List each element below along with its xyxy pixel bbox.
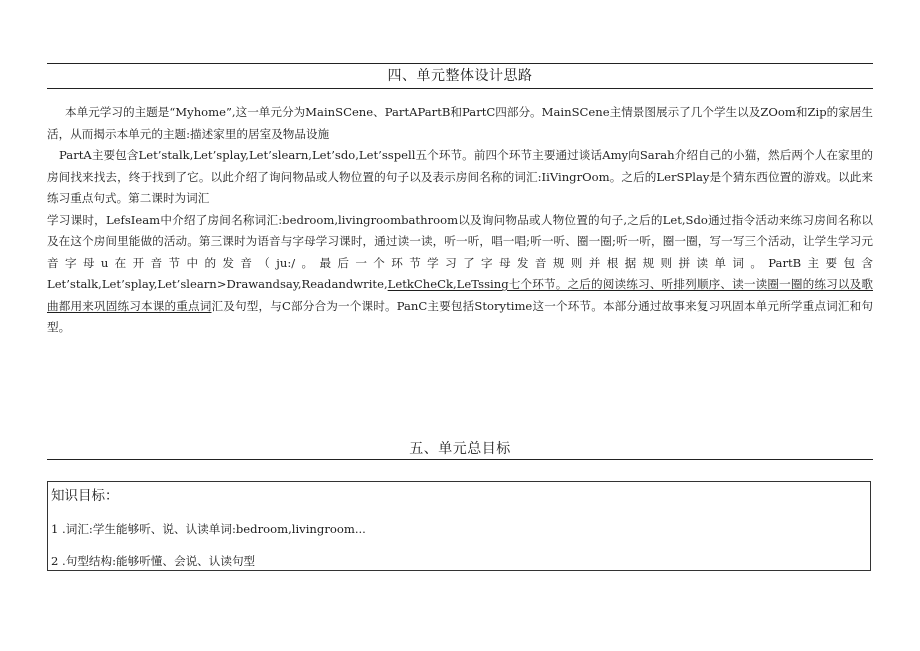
goals-table <box>47 481 871 571</box>
section-rule-bottom <box>47 88 873 89</box>
section-five-title: 五、单元总目标 <box>409 441 511 457</box>
paragraph-part-b <box>47 210 873 339</box>
paragraph-part-b-text: 学习课时，LefsIeam中介绍了房间名称词汇:bedroom,livingroombathroom以及询问物品或人物位置的句子,之后的Let,Sdo通过指令活动来练习房间名称以及在这个房间里能做的活动。第三课时为语音与字母学习课时，通过读一读，听一听，唱一唱;听一听、圈一圈;听一听，圈一圈，写一写三个活动，让学生学习元音字母u在开音节中的发音（ju:/。最后一个环节学习了字母发音规则并根据规则拼读单词。PartB主要包含Let’stalk,Let’splay,Let’slearn>Drawandsay,Readandwrite, <box>47 212 873 291</box>
paragraph-part-b-tail: 汇及句型，与C部分合为一个课时。PanC主要包括Storytime这一个环节。本部分通过故事来复习巩固本单元所学重点词汇和句型。 <box>47 298 873 334</box>
paragraph-part-b-underlined: LetkCheCk,LeTssing七个环节。之后的阅读练习、听排列顺序、读一读圈一圈的练习以及歌曲都用来巩固练习本课的重点词 <box>47 277 873 313</box>
section-five-rule <box>47 459 873 460</box>
section-rule-top <box>47 63 873 64</box>
paragraph-main-scene: 本单元学习的主题是“Myhome”,这一单元分为MainSCene、PartAPartB和PartC四部分。MainSCene主情景图展示了几个学生以及ZOom和Zip的家居生活，从而揭示本单元的主题:描述家里的居室及物品设施 <box>47 105 874 141</box>
paragraph-part-a: PartA主要包含Let’stalk,Let’splay,Let’slearn,Let’sdo,Let’sspell五个环节。前四个环节主要通过谈话Amy向Sarah介绍自己的小猫，然后两个人在家里的房间找来找去，终于找到了它。以此介绍了询问物品或人物位置的句子以及表示房间名称的词汇:IiVingrOom。之后的LerSPlay是个猜东西位置的游戏。以此来练习重点句式。第二课时为词汇 <box>47 148 873 205</box>
section-four-title: 四、单元整体设计思路 <box>387 68 533 84</box>
knowledge-goals-heading: 知识目标： <box>51 488 119 504</box>
section-four-body <box>47 102 873 339</box>
goal-sentence-structure: 2 .句型结构:能够听懂、会说、认读句型 <box>51 554 256 568</box>
goal-vocabulary: 1 .词汇:学生能够听、说、认读单词:bedroom,livingroom... <box>51 522 366 536</box>
